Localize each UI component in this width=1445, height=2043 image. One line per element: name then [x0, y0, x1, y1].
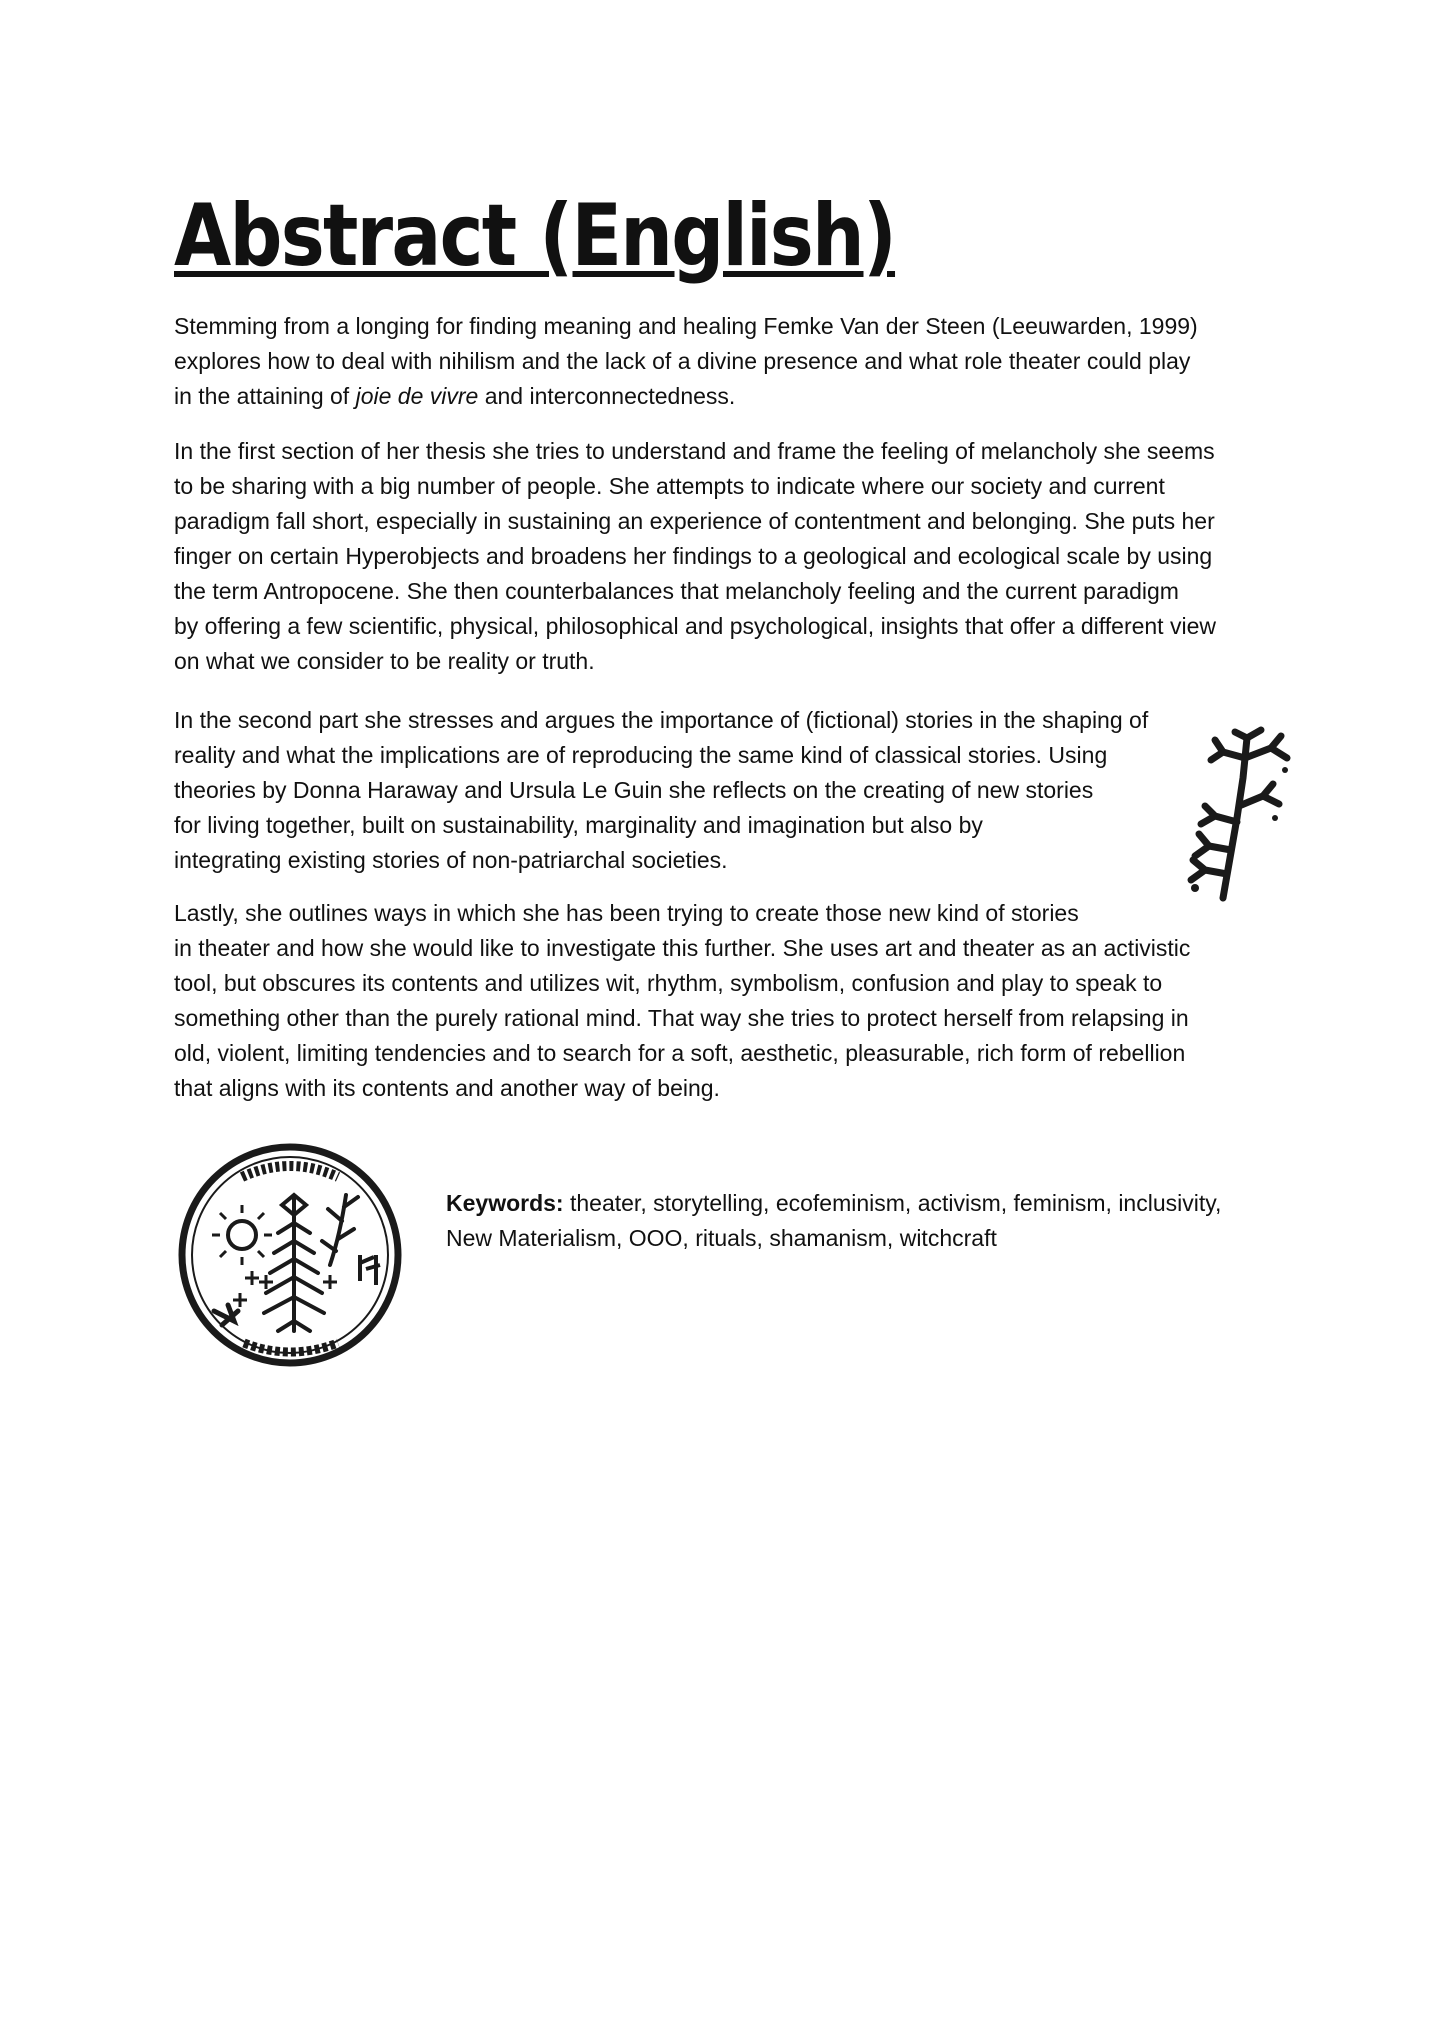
keywords-block [446, 1186, 1296, 1256]
paragraph-line: on what we consider to be reality or truth. [174, 648, 595, 674]
paragraph-line: for living together, built on sustainability, marginality and imagination but also by [174, 812, 983, 838]
paragraph-line [174, 379, 1284, 414]
paragraph-line: theories by Donna Haraway and Ursula Le Guin she reflects on the creating of new stories [174, 777, 1094, 803]
paragraph-line: finger on certain Hyperobjects and broadens her findings to a geological and ecological scale by using [174, 543, 1213, 569]
paragraph-line: to be sharing with a big number of people. She attempts to indicate where our society and current [174, 473, 1165, 499]
paragraph-line: integrating existing stories of non-patriarchal societies. [174, 847, 728, 873]
keywords-line [446, 1186, 1296, 1221]
abstract-paragraph-3 [174, 703, 1224, 878]
keywords-text: theater, storytelling, ecofeminism, activism, feminism, inclusivity, [563, 1190, 1222, 1216]
paragraph-line: paradigm fall short, especially in sustaining an experience of contentment and belonging. She puts her [174, 508, 1215, 534]
keywords-label: Keywords: [446, 1190, 564, 1216]
paragraph-line: something other than the purely rational mind. That way she tries to protect herself from relapsing in [174, 1005, 1189, 1031]
paragraph-line: explores how to deal with nihilism and the lack of a divine presence and what role theater could play [174, 348, 1191, 374]
paragraph-line: Stemming from a longing for finding meaning and healing Femke Van der Steen (Leeuwarden, 1999) [174, 313, 1198, 339]
paragraph-line: that aligns with its contents and another way of being. [174, 1075, 720, 1101]
line-text: and interconnectedness. [478, 383, 736, 409]
tree-figure-icon [1175, 718, 1300, 913]
paragraph-line: the term Antropocene. She then counterbalances that melancholy feeling and the current paradigm [174, 578, 1179, 604]
abstract-paragraph-2 [174, 434, 1284, 679]
keywords-line: New Materialism, OOO, rituals, shamanism, witchcraft [446, 1225, 997, 1251]
page-title: Abstract (English) [174, 186, 896, 286]
italic-phrase: joie de vivre [355, 383, 479, 409]
paragraph-line: Lastly, she outlines ways in which she has been trying to create those new kind of stories [174, 900, 1079, 926]
abstract-paragraph-4 [174, 896, 1284, 1106]
paragraph-line: tool, but obscures its contents and utilizes wit, rhythm, symbolism, confusion and play to speak to [174, 970, 1163, 996]
paragraph-line: reality and what the implications are of reproducing the same kind of classical stories. Using [174, 742, 1108, 768]
paragraph-line: old, violent, limiting tendencies and to search for a soft, aesthetic, pleasurable, rich form of rebellion [174, 1040, 1186, 1066]
paragraph-line: In the first section of her thesis she tries to understand and frame the feeling of melancholy she seems [174, 438, 1215, 464]
paragraph-line: In the second part she stresses and argues the importance of (fictional) stories in the shaping of [174, 707, 1149, 733]
paragraph-line: in theater and how she would like to investigate this further. She uses art and theater as an activistic [174, 935, 1191, 961]
paragraph-line: by offering a few scientific, physical, philosophical and psychological, insights that offer a different view [174, 613, 1216, 639]
tree-seal-icon [170, 1135, 410, 1375]
abstract-paragraph-1 [174, 309, 1284, 414]
line-text: in the attaining of [174, 383, 356, 409]
